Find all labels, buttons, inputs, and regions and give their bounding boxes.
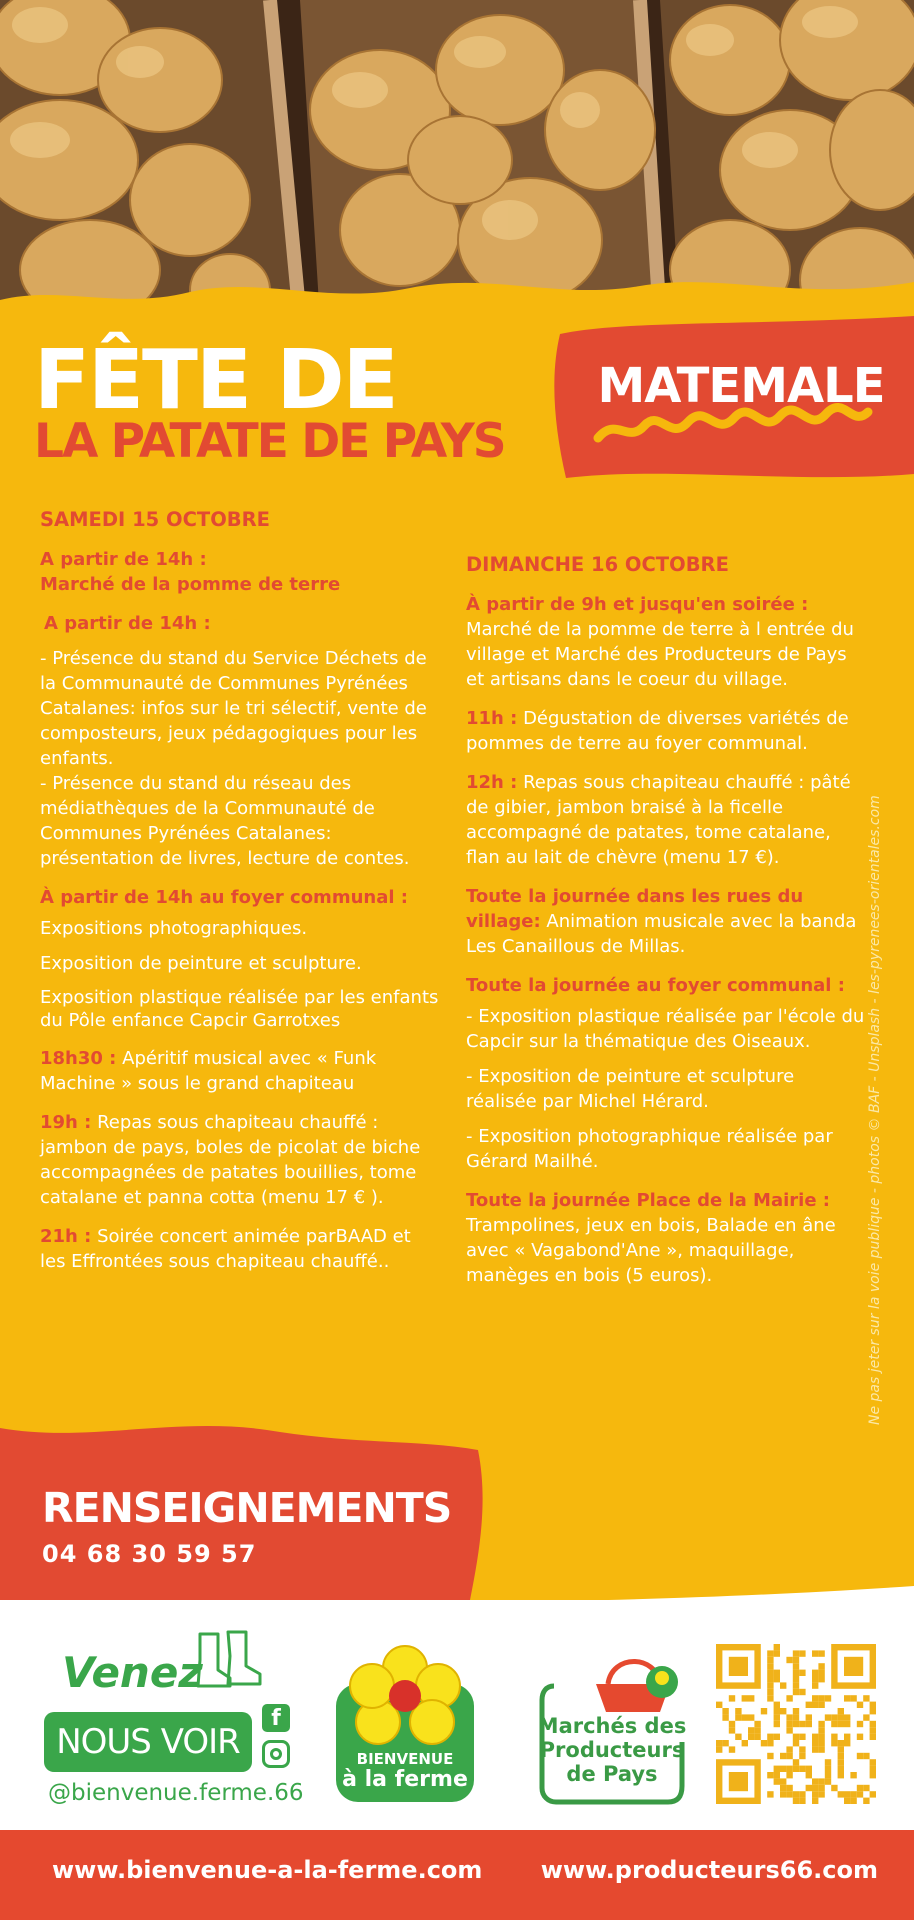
saturday-entry-stands: [40, 611, 440, 871]
entry-text: - Exposition de peinture et sculpture réalisée par Michel Hérard.: [466, 1066, 795, 1112]
instagram-icon[interactable]: [262, 1740, 290, 1768]
entry-label: A partir de 14h :: [40, 549, 207, 570]
entry-text: Soirée concert animée parBAAD et les Effrontées sous chapiteau chauffé..: [40, 1226, 411, 1272]
sunday-entry-lunch: [466, 770, 866, 870]
saturday-program: [40, 508, 440, 1288]
sunday-entry-exhibitions: [466, 973, 866, 1174]
saturday-entry-concert: [40, 1224, 440, 1274]
entry-label: Toute la journée Place de la Mairie :: [466, 1190, 830, 1211]
social-handle[interactable]: @bienvenue.ferme.66: [48, 1780, 304, 1806]
entry-text: Expositions photographiques.: [40, 918, 308, 939]
sunday-heading: DIMANCHE 16 OCTOBRE: [466, 553, 729, 576]
sunday-program: [466, 553, 866, 1302]
entry-text: Exposition plastique réalisée par les enfants du Pôle enfance Capcir Garrotxes: [40, 987, 439, 1031]
nous-voir-badge: NOUS VOIR: [44, 1712, 252, 1772]
sunday-entry-tasting: [466, 706, 866, 756]
saturday-entry-market: [40, 547, 440, 597]
entry-text: Trampolines, jeux en bois, Balade en âne avec « Vagabond'Ane », maquillage, manèges en bois (5 euros).: [466, 1215, 836, 1286]
entry-label: 19h :: [40, 1112, 92, 1133]
info-title: RENSEIGNEMENTS: [42, 1484, 452, 1532]
bienvenue-a-la-ferme-logo: [330, 1644, 480, 1804]
entry-label: À partir de 14h au foyer communal :: [40, 887, 408, 908]
entry-text: Marché de la pomme de terre à l entrée du village et Marché des Producteurs de Pays et artisans dans le coeur du village.: [466, 619, 854, 690]
photo-credit: Ne pas jeter sur la voie publique - photos © BAF - Unsplash - les-pyrenees-orientales.com: [867, 795, 883, 1425]
hero-photo: [0, 0, 914, 330]
title-line-1: FÊTE DE: [34, 333, 397, 428]
info-phone: 04 68 30 59 57: [42, 1540, 257, 1568]
entry-label: Marché de la pomme de terre: [40, 574, 341, 595]
url-bienvenue[interactable]: www.bienvenue-a-la-ferme.com: [52, 1856, 483, 1884]
entry-label: Toute la journée au foyer communal :: [466, 975, 845, 996]
saturday-entry-exhibitions: [40, 885, 440, 1032]
venez-text: Venez: [62, 1648, 203, 1697]
marches-line-2: Producteurs: [539, 1738, 685, 1762]
saturday-entry-dinner: [40, 1110, 440, 1210]
entry-label: À partir de 9h et jusqu'en soirée :: [466, 594, 809, 615]
title-line-2: LA PATATE DE PAYS: [34, 414, 505, 469]
entry-text: Animation musicale avec la banda Les Canaillous de Millas.: [466, 911, 857, 957]
entry-text: Repas sous chapiteau chauffé : pâté de gibier, jambon braisé à la ficelle accompagné de patates, tome catalane, flan au lait de chèvre (menu 17 €).: [466, 772, 851, 868]
boots-icon: [188, 1630, 268, 1690]
entry-text: - Exposition photographique réalisée par Gérard Mailhé.: [466, 1126, 833, 1172]
saturday-heading: SAMEDI 15 OCTOBRE: [40, 508, 270, 531]
entry-label: 21h :: [40, 1226, 92, 1247]
sunday-entry-market: [466, 592, 866, 692]
entry-label: 18h30 :: [40, 1048, 117, 1069]
marches-line-3: de Pays: [566, 1762, 658, 1786]
facebook-icon[interactable]: f: [262, 1704, 290, 1732]
village-name: MATEMALE: [597, 358, 885, 414]
marches-producteurs-logo: [532, 1646, 692, 1806]
entry-text: Repas sous chapiteau chauffé : jambon de pays, boles de picolat de biche accompagnées de patates bouillies, tome catalane et panna cotta (menu 17 € ).: [40, 1112, 421, 1208]
entry-text: Dégustation de diverses variétés de pommes de terre au foyer communal.: [466, 708, 849, 754]
bienvenue-line-1: BIENVENUE: [356, 1750, 454, 1768]
qr-code-icon[interactable]: [716, 1644, 876, 1804]
marches-line-1: Marchés des: [537, 1714, 687, 1738]
url-producteurs[interactable]: www.producteurs66.com: [540, 1856, 878, 1884]
entry-text: Apéritif musical avec « Funk Machine » sous le grand chapiteau: [40, 1048, 377, 1094]
bienvenue-line-2: à la ferme: [342, 1767, 468, 1792]
entry-text: Exposition de peinture et sculpture.: [40, 953, 362, 974]
village-badge: [546, 316, 914, 484]
footer: [0, 1830, 914, 1920]
entry-text: - Exposition plastique réalisée par l'école du Capcir sur la thématique des Oiseaux.: [466, 1006, 865, 1052]
entry-label: 11h :: [466, 708, 518, 729]
partner-logos: [0, 1600, 914, 1830]
entry-text: - Présence du stand du réseau des médiathèques de la Communauté de Communes Pyrénées Catalanes: présentation de livres, lecture de contes.: [40, 773, 410, 869]
entry-text: - Présence du stand du Service Déchets de la Communauté de Communes Pyrénées Catalanes: infos sur le tri sélectif, vente de composteurs, jeux pédagogiques pour les enfants.: [40, 648, 427, 769]
sunday-entry-games: [466, 1188, 866, 1288]
bienvenue-label: [330, 1752, 480, 1791]
entry-label: A partir de 14h :: [44, 613, 211, 634]
entry-label: 12h :: [466, 772, 518, 793]
potatoes-illustration: [0, 0, 914, 330]
entry-label: Toute la journée dans les rues du village:: [466, 886, 804, 932]
sunday-entry-music: [466, 884, 866, 959]
saturday-entry-aperitif: [40, 1046, 440, 1096]
marches-label: [532, 1714, 692, 1786]
